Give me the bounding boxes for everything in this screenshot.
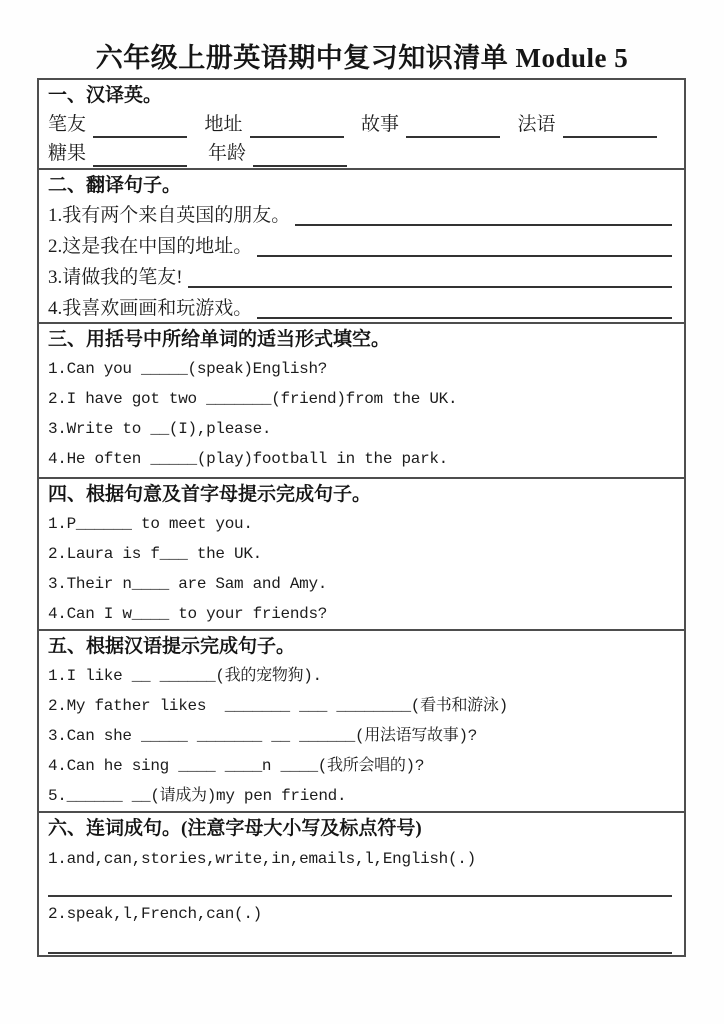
section-title: 一、汉译英。 xyxy=(48,85,163,106)
answer-blank xyxy=(406,118,500,138)
word-blank-pair xyxy=(208,141,368,167)
answer-blank xyxy=(253,147,347,167)
section-unscramble-sentences xyxy=(39,811,684,955)
question-text: 4.Can I w____ to your friends? xyxy=(48,605,328,623)
question-text: 3.Write to __(I),please. xyxy=(48,420,272,438)
question-text: 2.这是我在中国的地址。 xyxy=(48,236,253,257)
question-text: 2.speak,l,French,can(.) xyxy=(48,905,262,923)
question-text: 3.Can she _____ _______ __ ______(用法语写故事)? xyxy=(48,727,478,745)
page-title: 六年级上册英语期中复习知识清单 Module 5 xyxy=(95,43,629,73)
question-line xyxy=(48,508,674,538)
section-chinese-hints xyxy=(39,629,684,811)
question-text: 4.Can he sing ____ ____n ____(我所会唱的)? xyxy=(48,757,425,775)
word-blank-pair xyxy=(48,112,205,138)
section-title: 二、翻译句子。 xyxy=(48,175,182,196)
question-text: 1.P______ to meet you. xyxy=(48,515,253,533)
worksheet-table xyxy=(37,78,686,957)
question-text: 4.我喜欢画画和玩游戏。 xyxy=(48,298,253,319)
question-line xyxy=(48,230,674,261)
word-label: 故事 xyxy=(361,114,400,135)
question-line xyxy=(48,568,674,598)
answer-line xyxy=(48,952,672,954)
question-line xyxy=(48,353,674,383)
section-translate-words xyxy=(39,80,684,168)
question-text: 1.and,can,stories,write,in,emails,l,English(.) xyxy=(48,850,476,868)
word-blank-pair xyxy=(361,112,518,138)
section-first-letter-hints xyxy=(39,477,684,629)
question-line xyxy=(48,900,674,928)
question-text: 3.Their n____ are Sam and Amy. xyxy=(48,575,328,593)
answer-line xyxy=(48,895,672,897)
section-title: 五、根据汉语提示完成句子。 xyxy=(48,636,296,657)
word-blank-pair xyxy=(48,141,208,167)
section-title: 六、连词成句。(注意字母大小写及标点符号) xyxy=(48,818,422,839)
question-text: 1.Can you _____(speak)English? xyxy=(48,360,328,378)
word-blank-pair xyxy=(205,112,362,138)
answer-line xyxy=(295,206,672,226)
word-row xyxy=(48,138,674,167)
answer-blank xyxy=(93,118,187,138)
word-blank-pair xyxy=(518,112,675,138)
question-line xyxy=(48,383,674,413)
section-word-forms xyxy=(39,322,684,477)
answer-line xyxy=(257,299,672,319)
word-label: 糖果 xyxy=(48,143,87,164)
answer-blank xyxy=(93,147,187,167)
word-label: 地址 xyxy=(204,114,243,135)
question-text: 5.______ __(请成为)my pen friend. xyxy=(48,787,347,805)
question-line xyxy=(48,598,674,628)
question-text: 4.He often _____(play)football in the park. xyxy=(48,450,448,468)
question-line xyxy=(48,780,674,810)
question-text: 3.请做我的笔友! xyxy=(48,267,183,288)
section-title: 四、根据句意及首字母提示完成句子。 xyxy=(48,484,372,505)
word-label: 年龄 xyxy=(208,143,247,164)
word-row xyxy=(48,109,674,138)
question-line xyxy=(48,660,674,690)
answer-blank xyxy=(563,118,657,138)
answer-line xyxy=(188,268,672,288)
question-line xyxy=(48,538,674,568)
question-line xyxy=(48,750,674,780)
section-translate-sentences xyxy=(39,168,684,322)
question-text: 2.My father likes _______ ___ ________(看书和游泳) xyxy=(48,697,508,715)
question-text: 1.我有两个来自英国的朋友。 xyxy=(48,205,291,226)
question-line xyxy=(48,261,674,292)
question-text: 2.I have got two _______(friend)from the UK. xyxy=(48,390,458,408)
question-line xyxy=(48,413,674,443)
question-line xyxy=(48,845,674,873)
question-line xyxy=(48,720,674,750)
word-label: 笔友 xyxy=(48,114,87,135)
question-line xyxy=(48,292,674,322)
question-text: 2.Laura is f___ the UK. xyxy=(48,545,262,563)
question-line xyxy=(48,443,674,473)
answer-line xyxy=(257,237,672,257)
section-title: 三、用括号中所给单词的适当形式填空。 xyxy=(48,329,391,350)
question-line xyxy=(48,199,674,230)
word-label: 法语 xyxy=(517,114,556,135)
answer-blank xyxy=(250,118,344,138)
question-line xyxy=(48,690,674,720)
question-text: 1.I like __ ______(我的宠物狗). xyxy=(48,667,322,685)
